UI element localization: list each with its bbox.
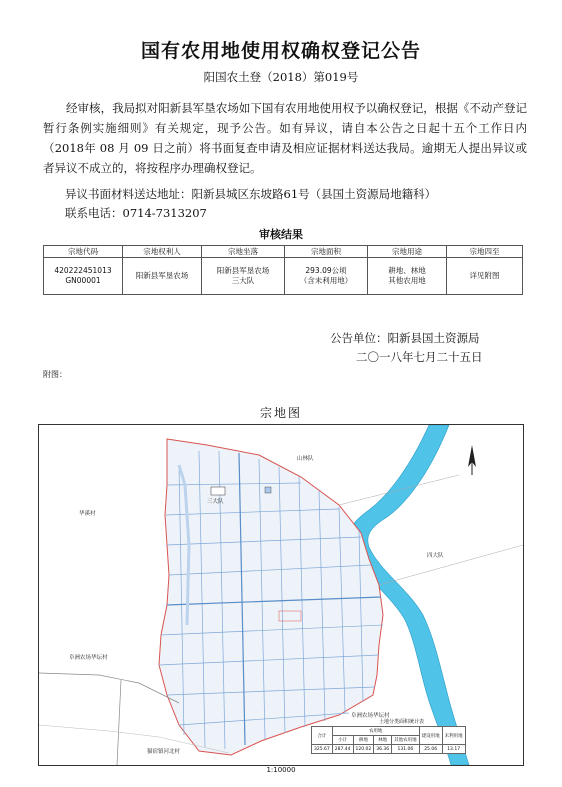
stats-value: 120.02 bbox=[353, 745, 374, 754]
stats-value: 36.36 bbox=[374, 745, 392, 754]
stats-value: 25.06 bbox=[419, 745, 442, 754]
table-row bbox=[44, 258, 523, 295]
stats-subheader: 耕地 bbox=[353, 736, 374, 745]
parcel-area bbox=[159, 439, 383, 755]
land-stats-header-row bbox=[312, 727, 466, 736]
table-header: 宗地用途 bbox=[368, 246, 447, 258]
map-label-south-farm: 阜洲农场华坛村 bbox=[351, 713, 390, 719]
table-header: 宗地代码 bbox=[44, 246, 123, 258]
table-header: 宗地四至 bbox=[447, 246, 523, 258]
land-stats-table bbox=[311, 726, 466, 754]
issuing-unit: 公告单位：阳新县国土资源局 bbox=[330, 331, 480, 345]
map-scale: 1:10000 bbox=[266, 766, 296, 774]
stats-subheader: 林地 bbox=[374, 736, 392, 745]
notice-body: 经审核，我局拟对阳新县军垦农场如下国有农用地使用权予以确权登记，根据《不动产登记暂行条例实施细则》有关规定，现予公告。如有异议，请自本公告之日起十五个工作日内（2018年 08 月 09 日之前）将书面复查申请及相应证据材料送达我局。逾期无人提出异议或者异议不成立的，将按程序办理确权登记。 bbox=[43, 101, 527, 175]
parcel-use: 耕地、林地 其他农用地 bbox=[368, 258, 447, 295]
map-label-east-team: 四大队 bbox=[427, 553, 444, 559]
stats-value: 287.44 bbox=[332, 745, 353, 754]
stats-value: 325.67 bbox=[312, 745, 333, 754]
parcel-map bbox=[38, 424, 524, 766]
stats-value: 131.06 bbox=[392, 745, 420, 754]
objection-address: 异议书面材料送达地址：阳新县城区东坡路61号（县国土资源局地籍科） bbox=[65, 187, 437, 201]
map-title: 宗地图 bbox=[259, 406, 302, 420]
parcel-code: 420222451013 GN00001 bbox=[44, 258, 123, 295]
map-label-west-farm: 阜洲农场华坛村 bbox=[69, 655, 108, 661]
attachment-label: 附图： bbox=[43, 370, 67, 379]
table-header: 宗地面积 bbox=[285, 246, 368, 258]
parcel-boundary: 详见附图 bbox=[447, 258, 523, 295]
stats-subheader: 小计 bbox=[332, 736, 353, 745]
stats-header: 农用地 bbox=[332, 727, 419, 736]
stats-value: 13.17 bbox=[442, 745, 465, 754]
map-drawing bbox=[39, 425, 523, 765]
table-header: 宗地坐落 bbox=[202, 246, 285, 258]
table-header-row bbox=[44, 246, 523, 258]
land-stats-values-row bbox=[312, 745, 466, 754]
parcel-area: 293.09公顷 （含未利用地） bbox=[285, 258, 368, 295]
map-label-bottom-village: 猫宿镇河北村 bbox=[147, 749, 181, 755]
notice-title: 国有农用地使用权确权登记公告 bbox=[140, 40, 421, 62]
table-header: 宗地权利人 bbox=[123, 246, 202, 258]
contact-phone: 联系电话：0714-7313207 bbox=[65, 206, 207, 220]
north-arrow-icon bbox=[465, 445, 479, 475]
map-label-center-team: 三大队 bbox=[207, 499, 224, 505]
stats-subheader: 其他农用地 bbox=[392, 736, 420, 745]
stats-header: 合计 bbox=[312, 727, 333, 745]
map-label-north-village: 山林队 bbox=[297, 456, 314, 462]
land-stats-caption: 土地分类面积统计表 bbox=[379, 719, 425, 725]
stats-header: 未利用地 bbox=[442, 727, 465, 745]
issue-date: 二〇一八年七月二十五日 bbox=[356, 350, 483, 364]
parcel-owner: 阳新县军垦农场 bbox=[123, 258, 202, 295]
review-result-heading: 审核结果 bbox=[259, 228, 303, 241]
document-number: 阳国农土登（2018）第019号 bbox=[203, 70, 359, 84]
review-result-table bbox=[43, 245, 523, 295]
parcel-location: 阳新县军垦农场 三大队 bbox=[202, 258, 285, 295]
stats-header: 建设用地 bbox=[419, 727, 442, 745]
map-label-west-village: 华溪村 bbox=[79, 511, 96, 517]
